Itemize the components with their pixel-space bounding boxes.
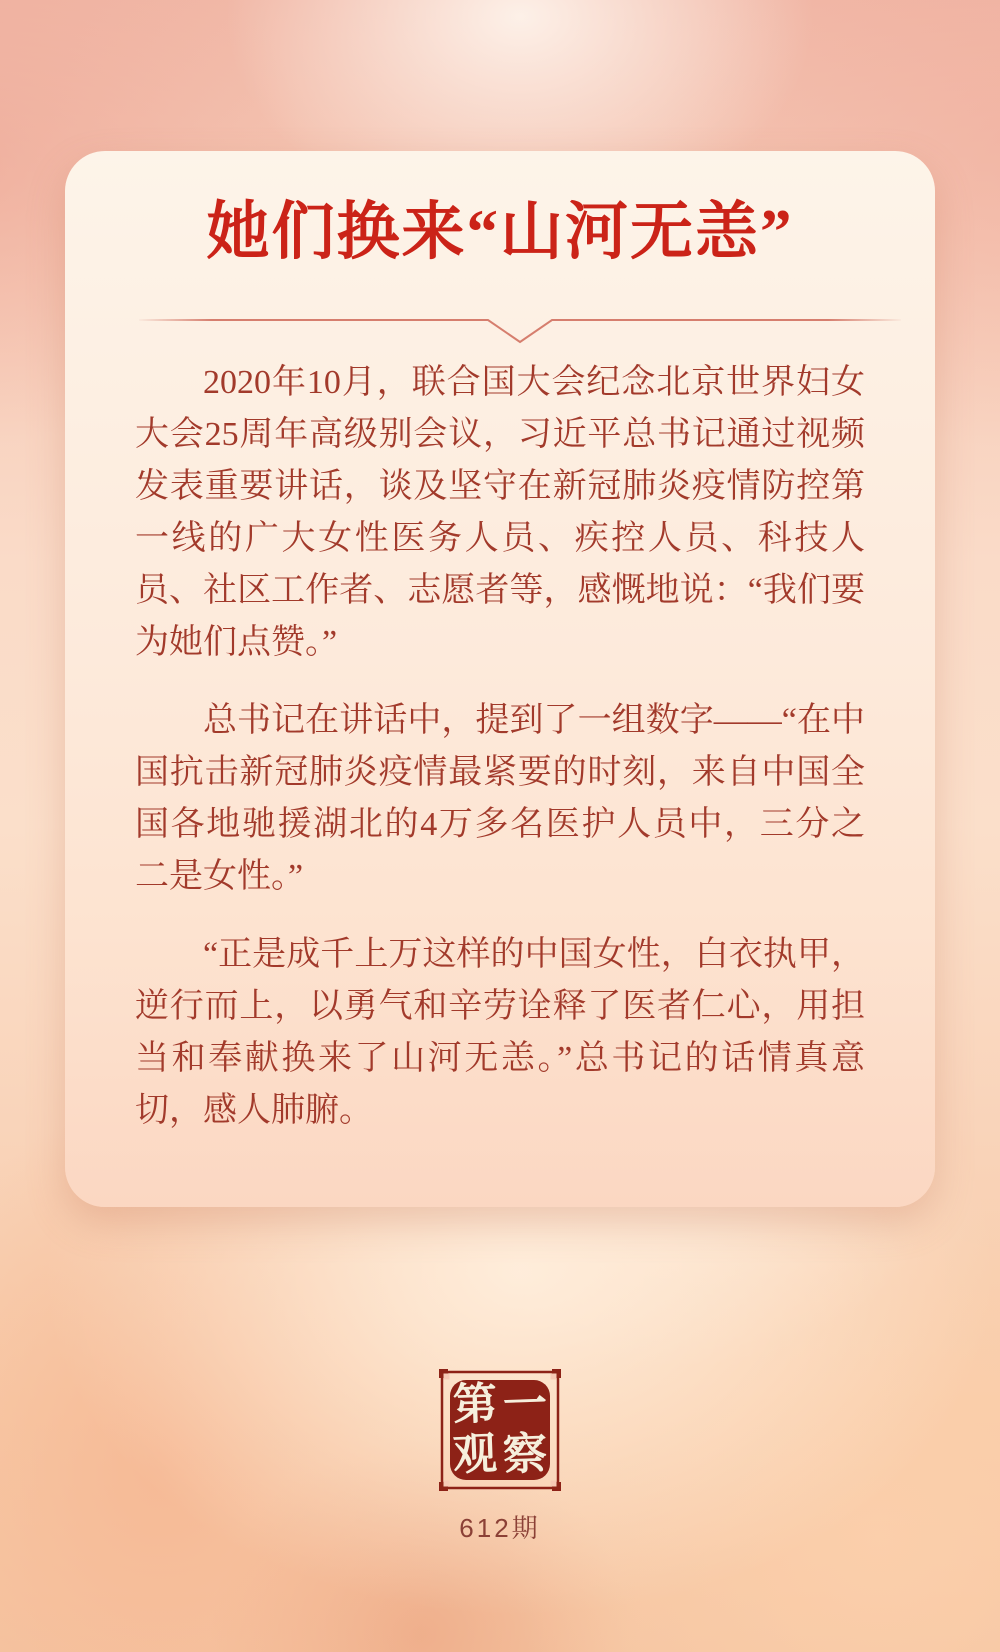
diyi-guancha-seal-logo — [438, 1368, 562, 1492]
issue-number: 612期 — [459, 1513, 541, 1543]
page-title: 她们换来“山河无恙” — [206, 197, 794, 267]
seal-char-cha: 察 — [502, 1429, 548, 1480]
seal-char-yi: 一 — [502, 1379, 548, 1430]
paragraph-1: 2020年10月，联合国大会纪念北京世界妇女大会25周年高级别会议，习近平总书记通过视频发表重要讲话，谈及坚守在新冠肺炎疫情防控第一线的广大女性医务人员、疾控人员、科技人员、社区工作者、志愿者等，感慨地说：“我们要为她们点赞。” — [135, 364, 865, 662]
article-body — [135, 357, 865, 1137]
paragraph-3: “正是成千上万这样的中国女性，白衣执甲，逆行而上，以勇气和辛劳诠释了医者仁心，用担当和奉献换来了山河无恙。”总书记的话情真意切，感人肺腑。 — [135, 936, 865, 1130]
title-divider — [135, 317, 905, 345]
footer — [0, 1368, 1000, 1545]
seal-char-guan: 观 — [452, 1429, 498, 1480]
seal-characters — [450, 1380, 550, 1480]
seal-char-di: 第 — [452, 1379, 498, 1430]
content-card — [65, 151, 935, 1207]
paragraph-2: 总书记在讲话中，提到了一组数字——“在中国抗击新冠肺炎疫情最紧要的时刻，来自中国全国各地驰援湖北的4万多名医护人员中，三分之二是女性。” — [135, 702, 865, 896]
